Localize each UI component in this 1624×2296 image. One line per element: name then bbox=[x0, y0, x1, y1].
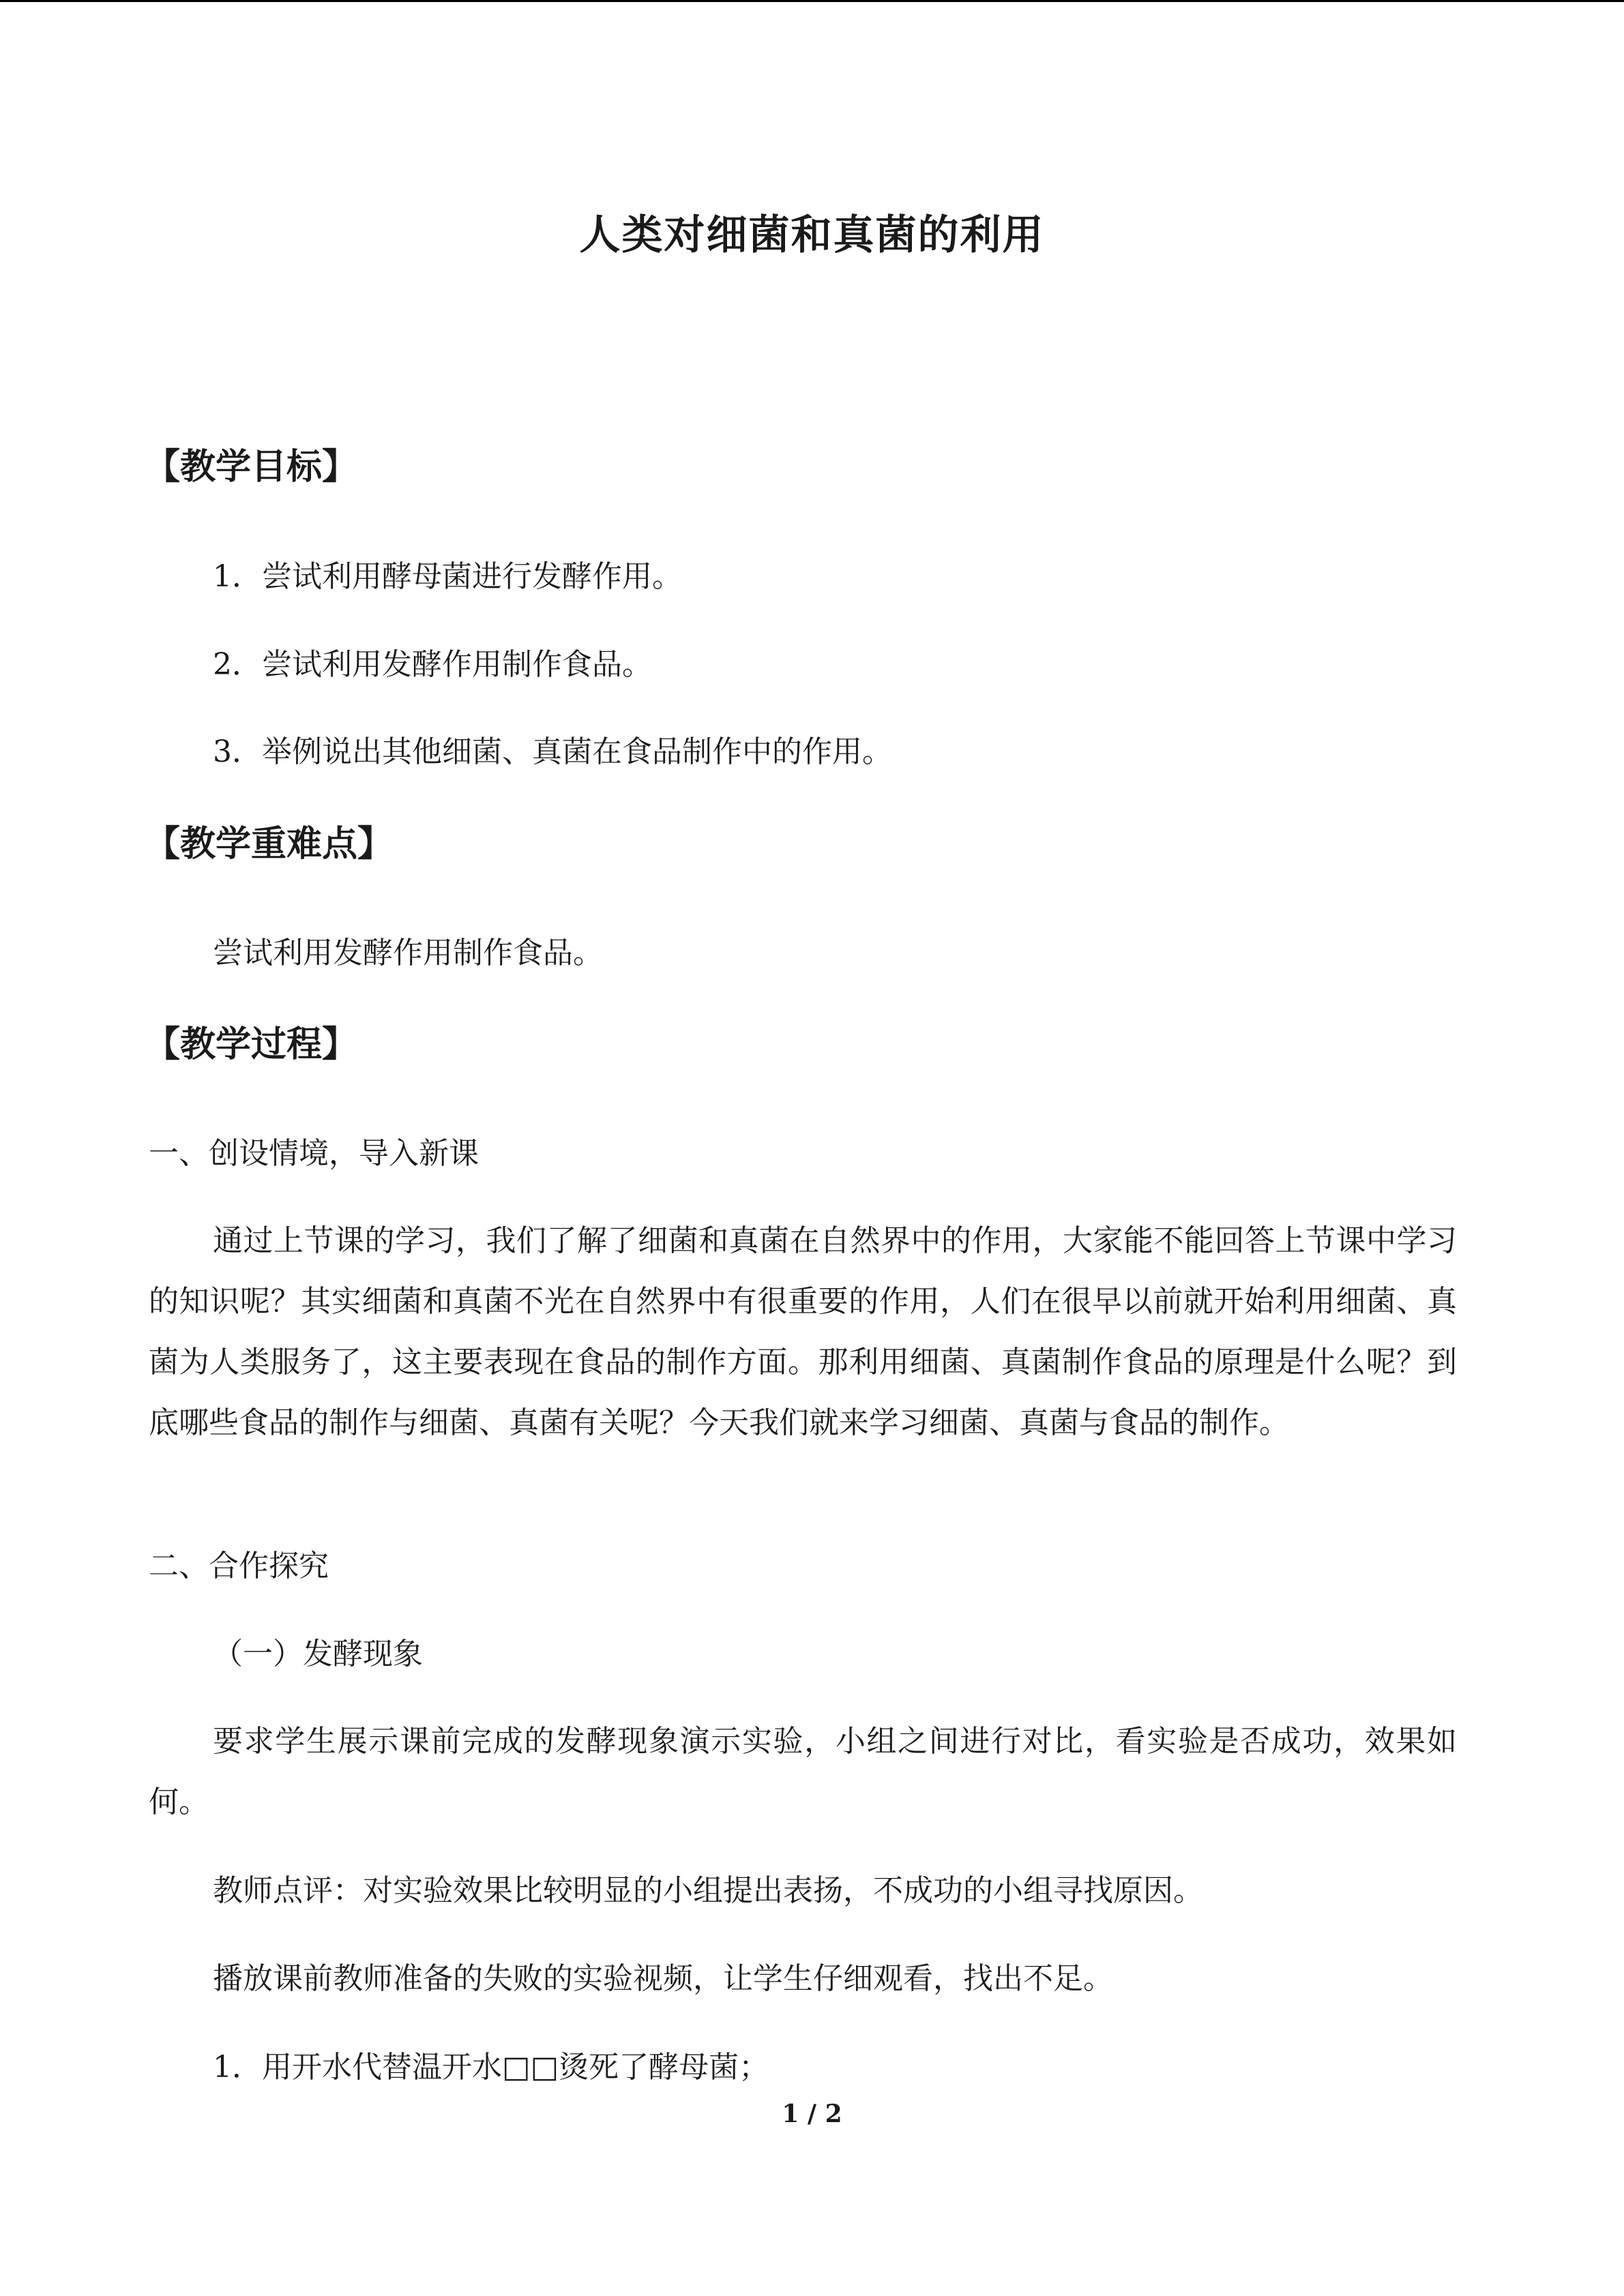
key-points-text: 尝试利用发酵作用制作食品。 bbox=[213, 936, 603, 970]
sub1-paragraph-2: 教师点评：对实验效果比较明显的小组提出表扬，不成功的小组寻找原因。 bbox=[213, 1873, 1203, 1908]
objectives-heading: 【教学目标】 bbox=[145, 446, 358, 488]
process-heading: 【教学过程】 bbox=[145, 1024, 358, 1065]
sub1-paragraph-1: 要求学生展示课前完成的发酵现象演示实验，小组之间进行对比，看实验是否成功，效果如何。 bbox=[149, 1724, 1457, 1819]
objective-item-2: 2．尝试利用发酵作用制作食品。 bbox=[213, 647, 652, 682]
sub1-title: （一）发酵现象 bbox=[213, 1637, 423, 1671]
sub1-item-1: 1．用开水代替温开水□□烫死了酵母菌； bbox=[213, 2050, 769, 2085]
page-number: 1 / 2 bbox=[782, 2100, 842, 2128]
key-points-heading: 【教学重难点】 bbox=[145, 823, 394, 865]
process-part2-title: 二、合作探究 bbox=[149, 1549, 329, 1583]
top-border-rule bbox=[0, 0, 1624, 2]
process-part1-title: 一、创设情境，导入新课 bbox=[149, 1136, 479, 1171]
objective-item-1: 1．尝试利用酵母菌进行发酵作用。 bbox=[213, 559, 682, 594]
process-part1-paragraph: 通过上节课的学习，我们了解了细菌和真菌在自然界中的作用，大家能不能回答上节课中学习的知识呢？其实细菌和真菌不光在自然界中有很重要的作用，人们在很早以前就开始利用细菌、真菌为人类服务了，这主要表现在食品的制作方面。那利用细菌、真菌制作食品的原理是什么呢？到底哪些食品的制作与细菌、真菌有关呢？今天我们就来学习细菌、真菌与食品的制作。 bbox=[149, 1223, 1457, 1440]
sub1-paragraph-3: 播放课前教师准备的失败的实验视频，让学生仔细观看，找出不足。 bbox=[213, 1961, 1113, 1996]
objective-item-3: 3．举例说出其他细菌、真菌在食品制作中的作用。 bbox=[213, 734, 892, 769]
document-title: 人类对细菌和真菌的利用 bbox=[579, 211, 1045, 259]
